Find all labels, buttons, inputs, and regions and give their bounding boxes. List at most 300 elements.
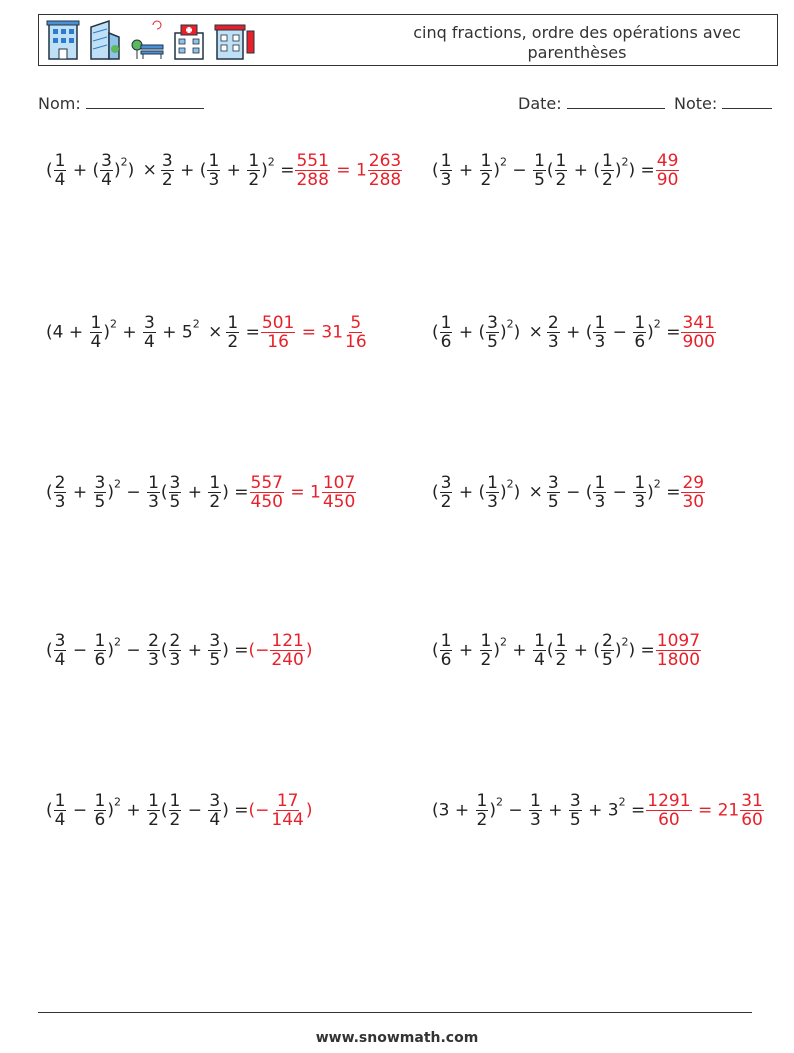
expression-text: ) = (628, 640, 655, 660)
numerator: 1 (148, 472, 159, 493)
fraction (656, 152, 680, 189)
fraction (250, 474, 284, 511)
fraction (440, 314, 453, 351)
exponent: 2 (500, 155, 507, 168)
fraction (633, 314, 646, 351)
numerator: 1097 (656, 630, 701, 651)
expression-text: (3 + (432, 800, 475, 820)
fraction (54, 474, 67, 511)
expression-text: ( (160, 482, 168, 502)
fraction (368, 152, 402, 189)
expression-text: − (121, 482, 147, 502)
numerator: 17 (276, 790, 299, 811)
denominator: 6 (94, 649, 106, 670)
expression-text: − (67, 640, 93, 660)
expression-text: ) (489, 800, 496, 820)
fraction (322, 474, 356, 511)
expression-text: + ( (568, 160, 601, 180)
numerator: 1 (534, 630, 545, 651)
fraction (169, 792, 182, 829)
expression-text: = (660, 482, 681, 502)
expression-text: ( (160, 800, 168, 820)
denominator: 16 (267, 331, 289, 352)
expression-text: ) (499, 322, 507, 342)
expression-text: − (607, 322, 633, 342)
fraction (593, 474, 606, 511)
numerator: 3 (161, 150, 173, 171)
expression-text: − (607, 482, 633, 502)
expression-text: ) (107, 482, 114, 502)
numerator: 3 (54, 630, 66, 651)
expression-text: + 3 (582, 800, 619, 820)
expression-text: ) = (628, 160, 655, 180)
numerator: 1 (594, 312, 606, 333)
fraction (486, 474, 499, 511)
exponent: 2 (500, 635, 507, 648)
park-bench-icon (129, 19, 165, 61)
numerator: 1 (440, 630, 452, 651)
fraction (94, 632, 107, 669)
numerator: 49 (656, 150, 679, 171)
fraction (440, 632, 453, 669)
fraction (143, 314, 156, 351)
denominator: 2 (555, 169, 567, 190)
denominator: 144 (271, 809, 304, 830)
expression-text: ( (46, 800, 53, 820)
expression-text: + (67, 482, 93, 502)
denominator: 3 (169, 649, 181, 670)
numerator: 1 (440, 312, 452, 333)
denominator: 3 (148, 491, 159, 512)
multiply-operator: × (528, 482, 543, 502)
numerator: 1 (148, 790, 159, 811)
fraction (208, 632, 221, 669)
fraction (740, 792, 764, 829)
denominator: 60 (658, 809, 680, 830)
denominator: 5 (547, 491, 559, 512)
expression-text: + (507, 640, 533, 660)
fraction (90, 314, 103, 351)
numerator: 1 (594, 472, 606, 493)
exponent: 2 (621, 155, 629, 168)
numerator: 1 (555, 150, 567, 171)
denominator: 2 (227, 331, 239, 352)
denominator: 3 (487, 491, 498, 512)
numerator: 3 (440, 472, 452, 493)
numerator: 2 (54, 472, 66, 493)
denominator: 2 (480, 169, 492, 190)
fraction (54, 632, 67, 669)
expression-text: ( (46, 160, 53, 180)
problem-expression (432, 792, 645, 829)
expression-text: ) = (222, 482, 249, 502)
expression-text: (4 + (46, 322, 89, 342)
expression-text: = (240, 322, 260, 342)
title-line-1: cinq fractions, ordre des opérations avec (413, 23, 741, 42)
expression-text: ) (305, 640, 313, 660)
problem-answer (249, 632, 313, 669)
numerator: 2 (148, 630, 159, 651)
fraction (169, 632, 182, 669)
numerator: 1 (634, 312, 646, 333)
denominator: 4 (209, 809, 221, 830)
fraction (208, 792, 221, 829)
numerator: 3 (169, 472, 181, 493)
denominator: 90 (656, 169, 679, 190)
expression-text: + ( (453, 482, 486, 502)
denominator: 6 (440, 649, 452, 670)
fraction (295, 152, 329, 189)
footer-url: www.snowmath.com (315, 1030, 479, 1046)
exponent: 2 (114, 635, 121, 648)
problem-item (46, 462, 357, 522)
problem-answer (249, 792, 313, 829)
fraction (569, 792, 582, 829)
expression-text: (− (248, 800, 270, 820)
problem-item (432, 140, 680, 200)
fraction (440, 152, 453, 189)
expression-text: ) (647, 322, 654, 342)
denominator: 60 (741, 809, 763, 830)
denominator: 2 (148, 809, 159, 830)
name-field (38, 94, 204, 113)
denominator: 2 (209, 491, 221, 512)
numerator: 1 (480, 630, 492, 651)
expression-text: − (502, 800, 529, 820)
fraction (681, 314, 715, 351)
denominator: 900 (682, 331, 715, 352)
numerator: 31 (741, 790, 763, 811)
expression-text: = (625, 800, 646, 820)
expression-text: + ( (453, 322, 486, 342)
fraction (147, 792, 160, 829)
header-icons (45, 19, 257, 61)
numerator: 1 (530, 790, 541, 811)
worksheet-title (397, 23, 757, 63)
fraction (533, 632, 546, 669)
fraction (601, 632, 614, 669)
expression-text: ) (113, 160, 121, 180)
fraction (533, 152, 546, 189)
denominator: 5 (94, 491, 106, 512)
expression-text: ) (261, 160, 268, 180)
fraction (681, 474, 705, 511)
multiply-operator: × (142, 160, 157, 180)
numerator: 3 (101, 150, 112, 171)
expression-text: = (660, 322, 681, 342)
denominator: 3 (547, 331, 559, 352)
denominator: 2 (602, 169, 613, 190)
denominator: 288 (296, 169, 329, 190)
numerator: 1 (602, 150, 613, 171)
fraction (147, 474, 160, 511)
exponent: 2 (653, 477, 661, 490)
numerator: 1 (480, 150, 492, 171)
problem-item (46, 780, 313, 840)
fraction (270, 792, 304, 829)
denominator: 3 (54, 491, 66, 512)
denominator: 5 (534, 169, 545, 190)
date-blank[interactable] (567, 94, 665, 109)
numerator: 3 (94, 472, 106, 493)
denominator: 5 (569, 809, 581, 830)
denominator: 3 (594, 491, 606, 512)
expression-text: ) = (222, 800, 249, 820)
problem-item (432, 462, 706, 522)
expression-text: + (453, 160, 479, 180)
numerator: 341 (682, 312, 715, 333)
numerator: 1 (534, 150, 545, 171)
exponent: 2 (495, 795, 503, 808)
expression-text: + 5 (156, 322, 193, 342)
numerator: 1 (54, 790, 66, 811)
expression-text (200, 322, 205, 342)
footer-divider (38, 1012, 752, 1013)
numerator: 3 (547, 472, 559, 493)
expression-text: = (274, 160, 295, 180)
expression-text: − (182, 800, 208, 820)
exponent: 2 (120, 155, 128, 168)
expression-text: + ( (560, 322, 593, 342)
fraction (100, 152, 113, 189)
denominator: 4 (90, 331, 102, 352)
fraction (547, 474, 560, 511)
expression-text: − ( (560, 482, 593, 502)
expression-text: ( (160, 640, 168, 660)
problem-answer (680, 474, 706, 511)
expression-text: + ( (568, 640, 601, 660)
problem-item (432, 620, 702, 680)
expression-text: − (67, 800, 93, 820)
expression-text: ( (546, 160, 554, 180)
expression-text: (− (248, 640, 270, 660)
problem-expression (46, 632, 249, 669)
numerator: 2 (169, 630, 181, 651)
exponent: 2 (114, 477, 121, 490)
denominator: 2 (476, 809, 488, 830)
denominator: 6 (440, 331, 452, 352)
expression-text: ( (46, 482, 53, 502)
glass-tower-icon (87, 19, 123, 61)
denominator: 3 (148, 649, 159, 670)
date-field (518, 94, 665, 113)
numerator: 1 (54, 150, 66, 171)
name-label: Nom: (38, 94, 81, 113)
expression-text: ( (432, 160, 439, 180)
problem-expression (432, 152, 655, 189)
numerator: 1 (209, 472, 221, 493)
expression-text: ) (493, 160, 500, 180)
fraction (547, 314, 560, 351)
fraction (440, 474, 453, 511)
denominator: 3 (208, 169, 220, 190)
problem-expression (432, 632, 655, 669)
numerator: 1 (169, 790, 181, 811)
problem-answer (645, 792, 765, 829)
fraction (476, 792, 489, 829)
expression-text: ( (546, 640, 554, 660)
denominator: 2 (440, 491, 452, 512)
fraction (646, 792, 691, 829)
fraction (94, 792, 107, 829)
fraction (94, 474, 107, 511)
problem-item (46, 140, 403, 200)
expression-text: ) (614, 160, 622, 180)
fraction (529, 792, 542, 829)
fraction (555, 152, 568, 189)
multiply-operator: × (528, 322, 543, 342)
expression-text: ( (46, 640, 53, 660)
expression-text: ) (513, 482, 526, 502)
problem-expression (432, 314, 680, 351)
hotel-icon (213, 19, 257, 61)
score-field (674, 94, 772, 113)
expression-text: = 1 (284, 482, 321, 502)
denominator: 2 (480, 649, 492, 670)
expression-text: ( (432, 640, 439, 660)
numerator: 1 (487, 472, 498, 493)
expression-text: ) (499, 482, 507, 502)
denominator: 5 (169, 491, 181, 512)
problem-answer (655, 152, 681, 189)
expression-text: ) (513, 322, 526, 342)
denominator: 1800 (656, 649, 701, 670)
numerator: 1291 (647, 790, 691, 811)
expression-text: = 21 (692, 800, 740, 820)
denominator: 6 (634, 331, 646, 352)
fraction (208, 474, 221, 511)
denominator: 450 (322, 491, 356, 512)
problem-expression (46, 792, 249, 829)
exponent: 2 (506, 477, 514, 490)
expression-text: ) (614, 640, 622, 660)
hospital-icon (171, 19, 207, 61)
expression-text: + (221, 160, 247, 180)
expression-text: + ( (67, 160, 100, 180)
fraction (161, 152, 174, 189)
denominator: 240 (271, 649, 304, 670)
numerator: 551 (296, 150, 329, 171)
numerator: 2 (602, 630, 613, 651)
denominator: 5 (487, 331, 498, 352)
multiply-operator: × (208, 322, 223, 342)
denominator: 2 (248, 169, 260, 190)
score-label: Note: (674, 94, 718, 113)
exponent: 2 (114, 795, 121, 808)
fraction (54, 152, 67, 189)
denominator: 4 (534, 649, 545, 670)
numerator: 1 (634, 472, 646, 493)
expression-text: + (453, 640, 479, 660)
denominator: 450 (250, 491, 283, 512)
denominator: 3 (440, 169, 452, 190)
expression-text: ) (107, 800, 114, 820)
denominator: 288 (368, 169, 402, 190)
fraction (226, 314, 239, 351)
expression-text: − (121, 640, 147, 660)
expression-text: + (182, 482, 208, 502)
fraction (270, 632, 304, 669)
problem-answer (294, 152, 403, 189)
fraction (207, 152, 220, 189)
numerator: 1 (248, 150, 260, 171)
fraction (480, 632, 493, 669)
denominator: 3 (594, 331, 606, 352)
expression-text: ) (305, 800, 313, 820)
denominator: 3 (634, 491, 646, 512)
fraction (593, 314, 606, 351)
problem-answer (680, 314, 716, 351)
fraction (555, 632, 568, 669)
expression-text: − (507, 160, 533, 180)
fraction (147, 632, 160, 669)
numerator: 1 (94, 790, 106, 811)
denominator: 5 (602, 649, 613, 670)
expression-text: + (121, 800, 147, 820)
problem-item (432, 780, 765, 840)
exponent: 2 (621, 635, 629, 648)
expression-text: ) (103, 322, 110, 342)
denominator: 4 (54, 649, 66, 670)
fraction (54, 792, 67, 829)
numerator: 1 (90, 312, 102, 333)
expression-text: = 31 (296, 322, 344, 342)
exponent: 2 (192, 317, 200, 330)
numerator: 5 (350, 312, 362, 333)
expression-text: ) (107, 640, 114, 660)
denominator: 4 (54, 169, 66, 190)
expression-text: + (542, 800, 568, 820)
expression-text: ( (432, 322, 439, 342)
problem-answer (260, 314, 369, 351)
numerator: 1 (94, 630, 106, 651)
expression-text: ) (647, 482, 654, 502)
denominator: 4 (144, 331, 155, 352)
date-label: Date: (518, 94, 562, 113)
problem-item (46, 302, 369, 362)
problem-answer (655, 632, 702, 669)
exponent: 2 (506, 317, 514, 330)
problem-expression (46, 152, 294, 189)
office-building-icon (45, 19, 81, 61)
numerator: 263 (368, 150, 402, 171)
fraction (480, 152, 493, 189)
denominator: 2 (555, 649, 567, 670)
fraction (169, 474, 182, 511)
score-blank[interactable] (722, 94, 772, 109)
expression-text: ) (493, 640, 500, 660)
denominator: 2 (161, 169, 173, 190)
numerator: 29 (682, 472, 705, 493)
name-blank[interactable] (86, 94, 204, 109)
numerator: 3 (209, 630, 221, 651)
problem-item (432, 302, 717, 362)
exponent: 2 (267, 155, 275, 168)
problem-expression (46, 474, 249, 511)
expression-text: + (116, 322, 143, 342)
fraction (344, 314, 368, 351)
problem-item (46, 620, 313, 680)
fraction (633, 474, 646, 511)
exponent: 2 (653, 317, 661, 330)
numerator: 3 (144, 312, 155, 333)
numerator: 3 (209, 790, 221, 811)
numerator: 3 (569, 790, 581, 811)
numerator: 1 (208, 150, 220, 171)
denominator: 5 (209, 649, 221, 670)
problem-expression (432, 474, 680, 511)
title-line-2: parenthèses (527, 43, 627, 62)
